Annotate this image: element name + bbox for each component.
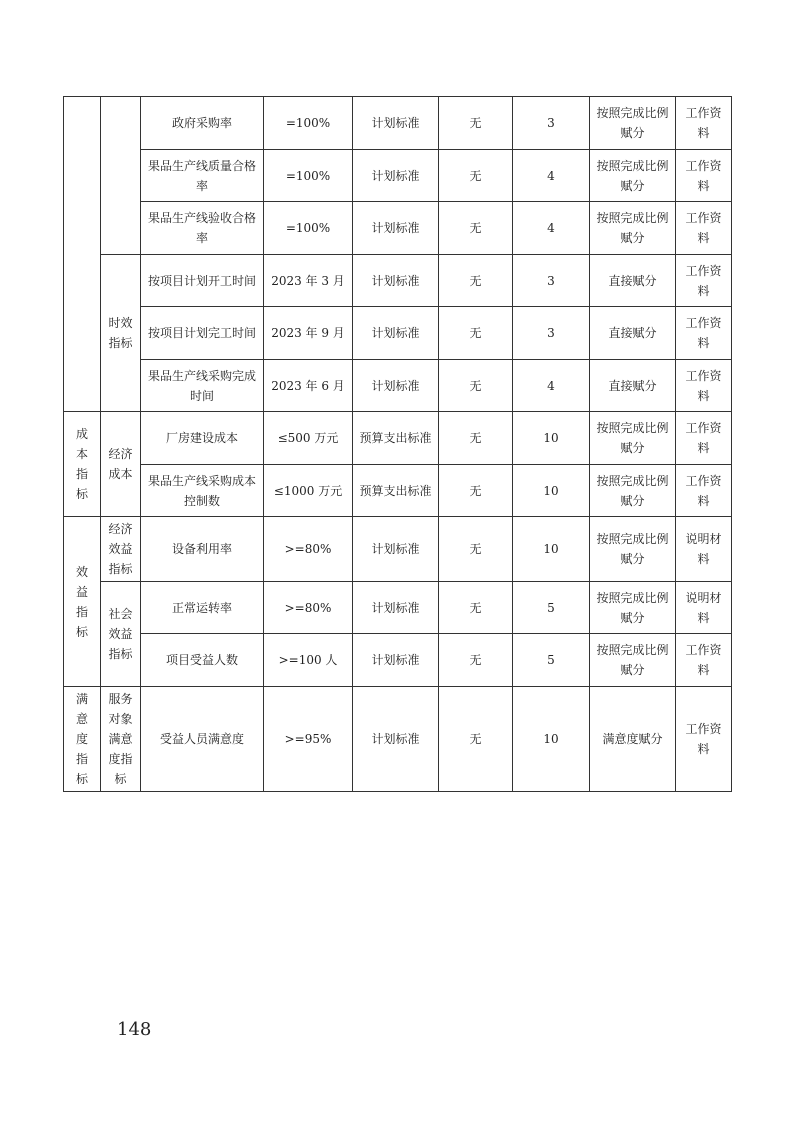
evidence-source: 工作资料	[676, 412, 732, 465]
evidence-source: 说明材料	[676, 517, 732, 582]
standard-basis: 计划标准	[353, 307, 439, 360]
level2-category: 社会效益指标	[101, 582, 141, 687]
level1-category: 效益指标	[64, 517, 101, 687]
weight-column: 无	[439, 412, 513, 465]
standard-basis: 预算支出标准	[353, 412, 439, 465]
evidence-source: 工作资料	[676, 307, 732, 360]
target-value: >=100 人	[264, 634, 353, 687]
target-value: =100%	[264, 202, 353, 255]
standard-basis: 计划标准	[353, 582, 439, 634]
level1-category: 成本指标	[64, 412, 101, 517]
evidence-source: 工作资料	[676, 255, 732, 307]
indicator-name: 果品生产线验收合格率	[141, 202, 264, 255]
level2-category: 服务对象满意度指标	[101, 687, 141, 792]
weight-column: 无	[439, 307, 513, 360]
score-value: 4	[513, 360, 590, 412]
level2-category: 时效指标	[101, 255, 141, 412]
table-row	[64, 517, 732, 582]
target-value: 2023 年 6 月	[264, 360, 353, 412]
standard-basis: 计划标准	[353, 360, 439, 412]
standard-basis: 预算支出标准	[353, 465, 439, 517]
weight-column: 无	[439, 360, 513, 412]
indicator-name: 果品生产线质量合格率	[141, 150, 264, 202]
indicator-name: 按项目计划完工时间	[141, 307, 264, 360]
scoring-method: 直接赋分	[590, 307, 676, 360]
weight-column: 无	[439, 687, 513, 792]
evidence-source: 工作资料	[676, 465, 732, 517]
target-value: >=80%	[264, 517, 353, 582]
table-row	[64, 360, 732, 412]
evidence-source: 工作资料	[676, 202, 732, 255]
scoring-method: 按照完成比例赋分	[590, 634, 676, 687]
indicator-name: 厂房建设成本	[141, 412, 264, 465]
indicator-name: 受益人员满意度	[141, 687, 264, 792]
standard-basis: 计划标准	[353, 687, 439, 792]
standard-basis: 计划标准	[353, 517, 439, 582]
table-row	[64, 687, 732, 792]
performance-indicator-table	[63, 96, 732, 792]
weight-column: 无	[439, 202, 513, 255]
scoring-method: 按照完成比例赋分	[590, 97, 676, 150]
score-value: 3	[513, 97, 590, 150]
indicator-name: 项目受益人数	[141, 634, 264, 687]
weight-column: 无	[439, 517, 513, 582]
scoring-method: 按照完成比例赋分	[590, 150, 676, 202]
evidence-source: 说明材料	[676, 582, 732, 634]
scoring-method: 直接赋分	[590, 360, 676, 412]
indicator-name: 果品生产线采购成本控制数	[141, 465, 264, 517]
table-row	[64, 150, 732, 202]
target-value: =100%	[264, 97, 353, 150]
weight-column: 无	[439, 255, 513, 307]
standard-basis: 计划标准	[353, 255, 439, 307]
level1-cell-empty	[64, 97, 101, 412]
standard-basis: 计划标准	[353, 202, 439, 255]
evidence-source: 工作资料	[676, 634, 732, 687]
level1-category: 满意度指标	[64, 687, 101, 792]
evidence-source: 工作资料	[676, 97, 732, 150]
scoring-method: 按照完成比例赋分	[590, 517, 676, 582]
table-row	[64, 634, 732, 687]
standard-basis: 计划标准	[353, 634, 439, 687]
target-value: >=80%	[264, 582, 353, 634]
score-value: 10	[513, 687, 590, 792]
indicator-name: 设备利用率	[141, 517, 264, 582]
score-value: 4	[513, 202, 590, 255]
standard-basis: 计划标准	[353, 97, 439, 150]
evidence-source: 工作资料	[676, 150, 732, 202]
page-number: 148	[117, 1019, 152, 1040]
indicator-name: 正常运转率	[141, 582, 264, 634]
score-value: 3	[513, 255, 590, 307]
target-value: 2023 年 9 月	[264, 307, 353, 360]
score-value: 10	[513, 517, 590, 582]
score-value: 10	[513, 465, 590, 517]
scoring-method: 按照完成比例赋分	[590, 202, 676, 255]
weight-column: 无	[439, 582, 513, 634]
table-row	[64, 202, 732, 255]
scoring-method: 直接赋分	[590, 255, 676, 307]
indicator-name: 按项目计划开工时间	[141, 255, 264, 307]
scoring-method: 按照完成比例赋分	[590, 582, 676, 634]
weight-column: 无	[439, 97, 513, 150]
indicator-name: 果品生产线采购完成时间	[141, 360, 264, 412]
table-row	[64, 307, 732, 360]
evidence-source: 工作资料	[676, 360, 732, 412]
target-value: =100%	[264, 150, 353, 202]
scoring-method: 满意度赋分	[590, 687, 676, 792]
scoring-method: 按照完成比例赋分	[590, 465, 676, 517]
score-value: 4	[513, 150, 590, 202]
table-row	[64, 582, 732, 634]
indicator-name: 政府采购率	[141, 97, 264, 150]
score-value: 5	[513, 582, 590, 634]
score-value: 3	[513, 307, 590, 360]
standard-basis: 计划标准	[353, 150, 439, 202]
score-value: 5	[513, 634, 590, 687]
target-value: >=95%	[264, 687, 353, 792]
evidence-source: 工作资料	[676, 687, 732, 792]
weight-column: 无	[439, 150, 513, 202]
weight-column: 无	[439, 634, 513, 687]
table-row	[64, 412, 732, 465]
target-value: 2023 年 3 月	[264, 255, 353, 307]
level2-category: 经济成本	[101, 412, 141, 517]
target-value: ≤1000 万元	[264, 465, 353, 517]
weight-column: 无	[439, 465, 513, 517]
level2-cell-empty	[101, 97, 141, 255]
table-row	[64, 97, 732, 150]
table-row	[64, 255, 732, 307]
level2-category: 经济效益指标	[101, 517, 141, 582]
scoring-method: 按照完成比例赋分	[590, 412, 676, 465]
target-value: ≤500 万元	[264, 412, 353, 465]
table-row	[64, 465, 732, 517]
score-value: 10	[513, 412, 590, 465]
